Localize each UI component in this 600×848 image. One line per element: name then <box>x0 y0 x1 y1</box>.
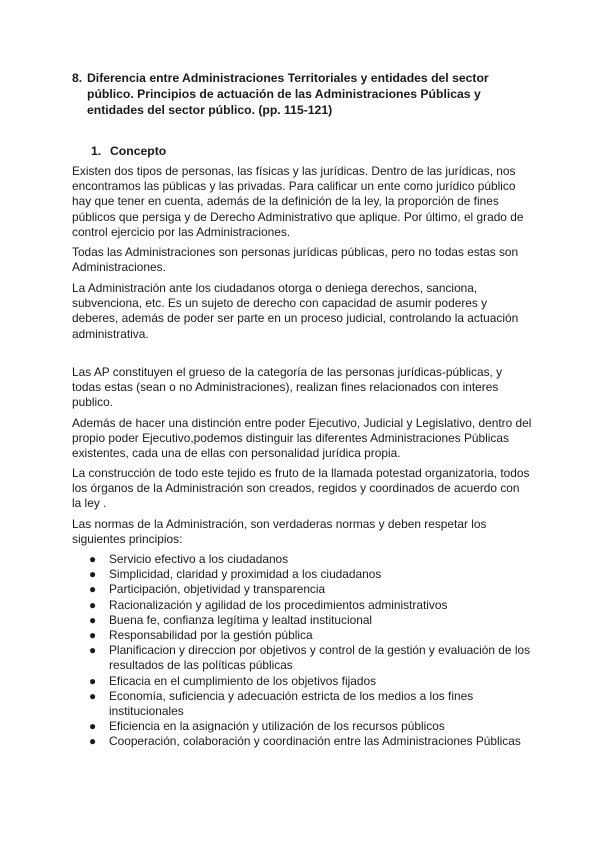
bullet-icon: ● <box>89 567 97 582</box>
section-number: 8. <box>72 71 83 85</box>
list-item: ● Responsabilidad por la gestión pública <box>89 628 313 643</box>
list-item: ● Servicio efectivo a los ciudadanos <box>89 552 289 566</box>
bullet-icon: ● <box>89 628 97 643</box>
subsection-heading <box>91 143 166 159</box>
paragraph: Existen dos tipos de personas, las físicas y las jurídicas. Dentro de las jurídicas, nos encontramos las públicas y las privadas. Para calificar un ente como jurídico público hay que tener en cuenta, además de la definición de la ley, la proporción de fines públicos que persiga y de Derecho Administrativo que aplique. Por último, el grado de control ejercicio por las Administraciones. <box>72 164 524 239</box>
list-item: ● Eficacia en el cumplimiento de los objetivos fijados <box>89 673 377 688</box>
list-item: ● Racionalización y agilidad de los procedimientos administrativos <box>89 597 448 612</box>
paragraph: Las AP constituyen el grueso de la categoría de las personas jurídicas-públicas, y todas estas (sean o no Administraciones), realizan fines relacionados con interes publico. <box>72 365 503 410</box>
bullet-icon: ● <box>89 719 97 734</box>
list-item: ● Eficiencia en la asignación y utilización de los recursos públicos <box>89 719 445 734</box>
bullet-icon: ● <box>89 688 97 703</box>
list-item: ● Simplicidad, claridad y proximidad a los ciudadanos <box>89 567 382 582</box>
paragraph: La construcción de todo este tejido es fruto de la llamada potestad organizatoria, todos los órganos de la Administración son creados, regidos y coordinados de acuerdo con la ley . <box>72 466 530 511</box>
list-item: ● Participación, objetividad y transparencia <box>89 582 326 597</box>
paragraph: La Administración ante los ciudadanos otorga o deniega derechos, sanciona, subvenciona, etc. Es un sujeto de derecho con capacidad de asumir poderes y deberes, además de poder ser parte en un proceso judicial, controlando la actuación administrativa. <box>72 281 519 341</box>
bullet-icon: ● <box>89 552 97 566</box>
paragraph: Las normas de la Administración, son verdaderas normas y deben respetar los siguientes principios: <box>72 517 487 547</box>
bullet-icon: ● <box>89 643 97 658</box>
list-item: ● Buena fe, confianza legítima y lealtad institucional <box>89 612 373 627</box>
bullet-icon: ● <box>89 612 97 627</box>
subsection-title: Concepto <box>110 144 167 158</box>
principles-list <box>72 552 532 750</box>
bullet-icon: ● <box>89 597 97 612</box>
list-item: ● Economía, suficiencia y adecuación estricta de los medios a los fines institucionales <box>89 688 474 719</box>
subsection-number: 1. <box>91 144 102 158</box>
paragraph: Además de hacer una distinción entre poder Ejecutivo, Judicial y Legislativo, dentro del propio poder Ejecutivo,podemos distinguir las diferentes Administraciones Públicas existentes, cada una de ellas con personalidad jurídica propia. <box>72 416 532 461</box>
paragraph: Todas las Administraciones son personas jurídicas públicas, pero no todas estas son Administraciones. <box>72 245 519 275</box>
section-title: Diferencia entre Administraciones Territoriales y entidades del sector público. Principios de actuación de las Administraciones Públicas y entidades del sector público. (pp. 115-121) <box>87 71 489 117</box>
list-item: ● Planificacion y direccion por objetivos y control de la gestión y evaluación de los resultados de las políticas públicas <box>89 643 531 673</box>
bullet-icon: ● <box>89 582 97 597</box>
list-item: ● Cooperación, colaboración y coordinación entre las Administraciones Públicas <box>89 734 521 749</box>
bullet-icon: ● <box>89 734 97 749</box>
bullet-icon: ● <box>89 673 97 688</box>
section-heading <box>72 70 532 118</box>
